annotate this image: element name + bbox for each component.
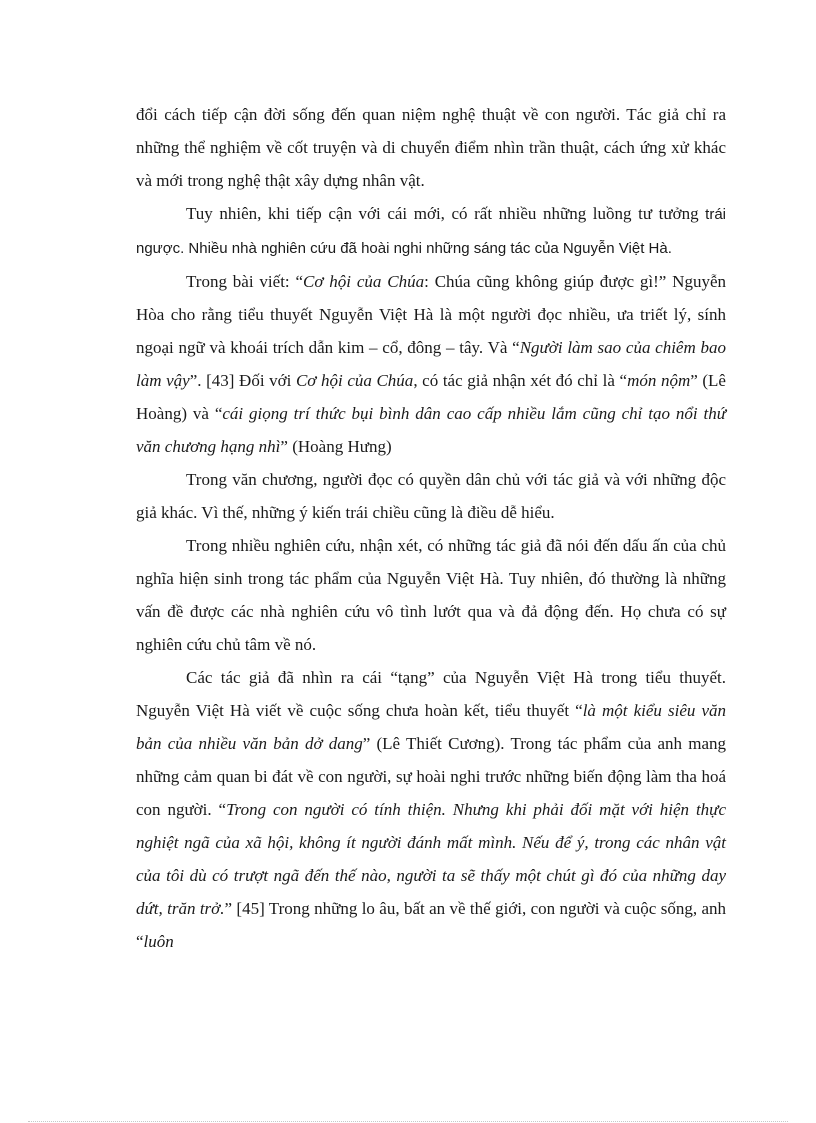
book-title: Cơ hội của Chúa: [303, 272, 425, 291]
text-run: ” (Lê Thiết Cương). Trong tác phẩm của anh mang những cảm quan bi đát về con người, sự hoài nghi trước những biến động làm tha hoá con người. “: [136, 734, 726, 819]
quote: cái giọng trí thức bụi bình dân cao cấp nhiều lắm cũng chỉ tạo nổi thứ văn chương hạng nhì: [136, 404, 726, 456]
text-run: ” (Hoàng Hưng): [280, 437, 392, 456]
quote: Trong con người có tính thiện. Nhưng khi phải đối mặt với hiện thực nghiệt ngã của xã hội, không ít người đánh mất mình. Nếu để ý, trong các nhân vật của tôi dù có trượt ngã đến thế nào, người ta sẽ thấy một chút gì đó của những day dứt, trăn trở.: [136, 800, 726, 918]
footer-divider: [28, 1121, 788, 1122]
text-run: : Chúa cũng không giúp được gì!” Nguyễn Hòa cho rằng tiểu thuyết Nguyễn Việt Hà là một người đọc nhiều, ưa triết lý, sính ngoại ngữ và khoái trích dẫn kim – cổ, đông – tây. Và “: [136, 272, 726, 357]
quote: luôn: [143, 932, 174, 951]
text-run: ” (Lê Hoàng) và “: [136, 371, 726, 423]
quote: món nộm: [627, 371, 691, 390]
text-run: , có tác giả nhận xét đó chỉ là “: [413, 371, 628, 390]
paragraph-1-text: đổi cách tiếp cận đời sống đến quan niệm nghệ thuật về con người. Tác giả chỉ ra những thể nghiệm về cốt truyện và di chuyển điểm nhìn trần thuật, cách ứng xử khác và mới trong nghệ thật xây dựng nhân vật.: [136, 105, 726, 190]
paragraph-4: [136, 463, 726, 529]
paragraph-5-text: Trong nhiều nghiên cứu, nhận xét, có những tác giả đã nói đến dấu ấn của chủ nghĩa hiện sinh trong tác phẩm của Nguyễn Việt Hà. Tuy nhiên, đó thường là những vấn đề được các nhà nghiên cứu vô tình lướt qua và đả động đến. Họ chưa có sự nghiên cứu chủ tâm về nó.: [136, 536, 726, 654]
paragraph-2-text-sans: trái ngược. Nhiều nhà nghiên cứu đã hoài nghi những sáng tác của Nguyễn Việt Hà.: [136, 206, 726, 257]
paragraph-6: [136, 661, 726, 958]
paragraph-3: [136, 265, 726, 463]
text-run: Trong bài viết: “: [186, 272, 304, 291]
quote: Người làm sao của chiêm bao làm vậy: [136, 338, 726, 390]
paragraph-2-text: Tuy nhiên, khi tiếp cận với cái mới, có rất nhiều những luồng tư tưởng: [186, 204, 706, 223]
text-run: ” [45] Trong những lo âu, bất an về thế giới, con người và cuộc sống, anh “: [136, 899, 727, 951]
paragraph-1: [136, 98, 726, 197]
paragraph-4-text: Trong văn chương, người đọc có quyền dân chủ với tác giả và với những độc giả khác. Vì thế, những ý kiến trái chiều cũng là điều dễ hiểu.: [136, 470, 726, 522]
quote: là một kiểu siêu văn bản của nhiều văn bản dở dang: [136, 701, 726, 753]
text-run: Các tác giả đã nhìn ra cái “tạng” của Nguyễn Việt Hà trong tiểu thuyết. Nguyễn Việt Hà viết về cuộc sống chưa hoàn kết, tiểu thuyết “: [136, 668, 726, 720]
paragraph-2: [136, 197, 726, 265]
text-run: ”. [43] Đối với: [189, 371, 296, 390]
book-title: Cơ hội của Chúa: [295, 371, 414, 390]
paragraph-5: [136, 529, 726, 661]
document-page: [136, 98, 726, 958]
